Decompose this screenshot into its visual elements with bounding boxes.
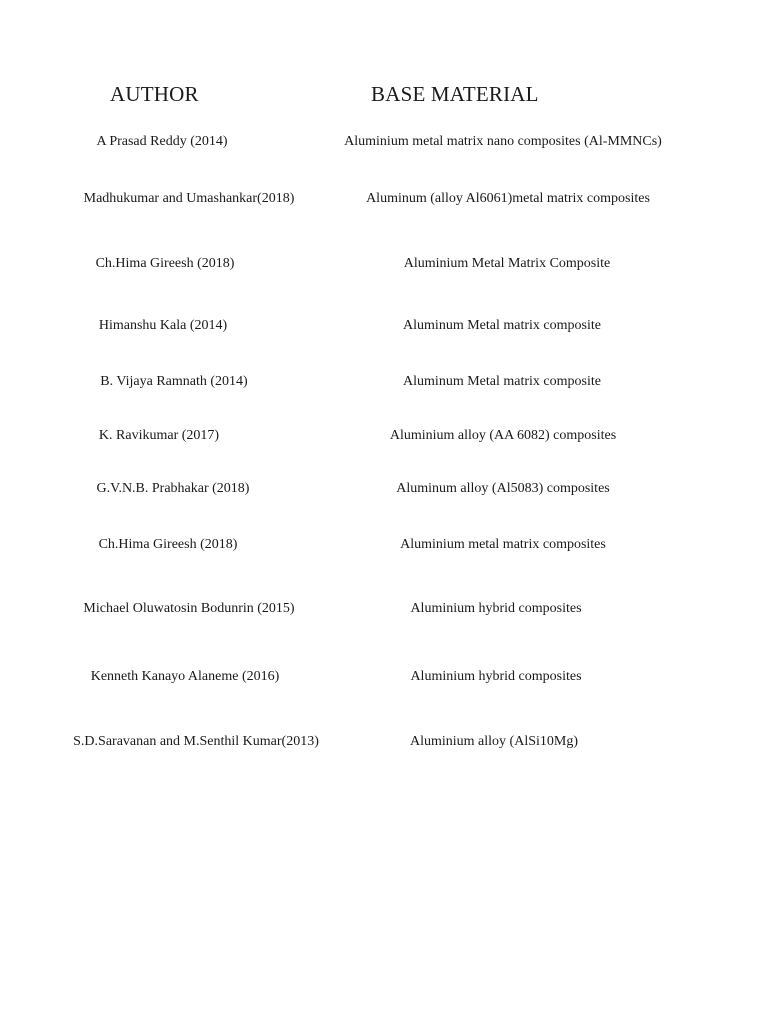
author-cell: K. Ravikumar (2017): [98, 428, 220, 443]
base-material-cell: Aluminum Metal matrix composite: [403, 374, 601, 389]
author-cell: A Prasad Reddy (2014): [96, 134, 228, 149]
author-column-heading: AUTHOR: [110, 82, 199, 106]
base-material-cell: Aluminium metal matrix composites: [400, 537, 606, 552]
base-material-column-heading: BASE MATERIAL: [371, 82, 539, 106]
author-cell: Himanshu Kala (2014): [98, 318, 228, 333]
base-material-cell: Aluminum Metal matrix composite: [403, 318, 601, 333]
base-material-cell: Aluminium hybrid composites: [410, 669, 582, 684]
author-cell: Kenneth Kanayo Alaneme (2016): [90, 669, 280, 684]
author-cell: G.V.N.B. Prabhakar (2018): [96, 481, 250, 496]
table-row: [0, 479, 768, 499]
table-row: [0, 316, 768, 336]
author-cell: Ch.Hima Gireesh (2018): [98, 537, 238, 552]
table-row: [0, 732, 768, 752]
table-row: [0, 254, 768, 274]
author-cell: S.D.Saravanan and M.Senthil Kumar(2013): [73, 734, 319, 749]
table-row: [0, 667, 768, 687]
base-material-cell: Aluminium metal matrix nano composites (Al-MMNCs): [344, 134, 662, 149]
table-row: [0, 132, 768, 152]
base-material-cell: Aluminium Metal Matrix Composite: [403, 256, 611, 271]
base-material-cell: Aluminium alloy (AA 6082) composites: [389, 428, 617, 443]
table-row: [0, 426, 768, 446]
table-row: [0, 535, 768, 555]
table-row: [0, 189, 768, 209]
author-cell: Madhukumar and Umashankar(2018): [83, 191, 295, 206]
table-row: [0, 599, 768, 619]
author-cell: Ch.Hima Gireesh (2018): [95, 256, 235, 271]
base-material-cell: Aluminium alloy (AlSi10Mg): [410, 734, 578, 749]
base-material-cell: Aluminum (alloy Al6061)metal matrix composites: [366, 191, 650, 206]
author-cell: B. Vijaya Ramnath (2014): [100, 374, 248, 389]
base-material-cell: Aluminum alloy (Al5083) composites: [396, 481, 610, 496]
table-row: [0, 372, 768, 392]
base-material-cell: Aluminium hybrid composites: [410, 601, 582, 616]
author-cell: Michael Oluwatosin Bodunrin (2015): [83, 601, 295, 616]
